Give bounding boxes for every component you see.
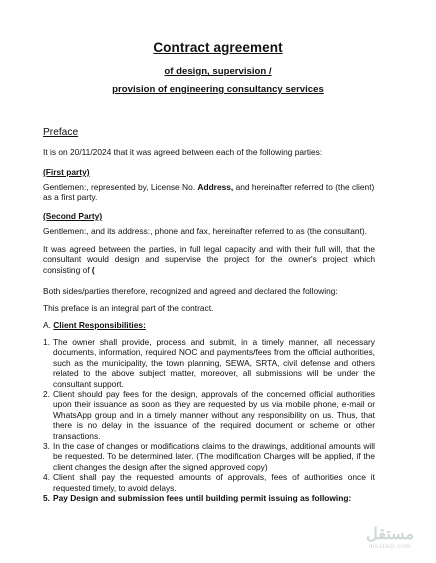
first-party-heading-wrap xyxy=(43,167,375,177)
agreement-block xyxy=(43,244,375,275)
responsibilities-list-wrap xyxy=(43,337,375,504)
document-title: Contract agreement xyxy=(153,40,283,55)
agreement-text: It was agreed between the parties, in full legal capacity and with their full will, that the consultant would design and supervise the project for the owner's project which consisting of xyxy=(43,244,375,275)
intro-text: It is on 20/11/2024 that it was agreed between each of the following parties: xyxy=(43,147,323,157)
first-party-address: Address, xyxy=(197,182,234,192)
list-item-text: In the case of changes or modifications claims to the drawings, additional amounts will be requested. To be determined later. (The modification Charges will be applied, if the client changes the design after the signed approved copy) xyxy=(53,441,375,472)
list-item-number: 1. xyxy=(43,337,50,347)
preface-intro xyxy=(43,147,375,157)
list-item-number: 4. xyxy=(43,472,50,483)
preface-heading: Preface xyxy=(43,127,79,138)
list-item-text: Client should pay fees for the design, approvals of the concerned official authorities upon their issuance as soon as they are requested by us via mobile phone, e-mail or WhatsApp group and in a timely manner without any responsibility on us. Thus, that there is no delay in the issuance of the required document or scheme or other transactions. xyxy=(53,389,375,441)
list-item-number: 5. xyxy=(43,493,50,504)
section-a-title: Client Responsibilities: xyxy=(53,320,146,330)
first-party-text-a: Gentlemen:, represented by, License No. xyxy=(43,182,198,192)
document-subtitle-2: provision of engineering consultancy services xyxy=(112,84,324,95)
second-party-heading-wrap xyxy=(43,211,375,221)
agreement-tail: ( xyxy=(91,264,95,275)
watermark-main: مستقل xyxy=(366,526,414,543)
first-party-heading: (First party) xyxy=(43,167,90,177)
responsibilities-list xyxy=(43,337,375,504)
second-party-block xyxy=(43,226,375,236)
list-item-number: 2. xyxy=(43,389,50,400)
first-party-text-b: and hereinafter referred to (the client) as a first party. xyxy=(43,182,375,203)
list-item xyxy=(43,472,375,493)
second-party-heading: (Second Party) xyxy=(43,211,103,221)
integral-text: This preface is an integral part of the contract. xyxy=(43,303,214,313)
watermark-logo xyxy=(366,527,414,551)
list-item xyxy=(43,337,375,389)
integral-block xyxy=(43,303,375,313)
section-a-prefix: A. xyxy=(43,320,54,330)
second-party-text: Gentlemen:, and its address:, phone and fax, hereinafter referred to as (the consultant). xyxy=(43,226,368,236)
section-a-heading xyxy=(43,320,375,330)
watermark-sub: mostaql.com xyxy=(368,543,412,550)
declared-block xyxy=(43,286,375,296)
list-item-text: The owner shall provide, process and submit, in a timely manner, all necessary documents, information, required NOC and payments/fees from the official authorities, such as the municipality, the town planning, SEWA, SRTA, civil defense and others related to the above subject matter, moreover, all submissions will be under the consultant support. xyxy=(53,337,375,389)
list-item-text: Client shall pay the requested amounts of approvals, fees of authorities once it requested timely, to avoid delays. xyxy=(53,472,375,493)
list-item xyxy=(43,441,375,472)
list-item xyxy=(43,389,375,441)
document-subtitle-1: of design, supervision / xyxy=(164,66,272,77)
list-item-number: 3. xyxy=(43,441,50,452)
list-item xyxy=(43,493,375,503)
declared-text: Both sides/parties therefore, recognized and agreed and declared the following: xyxy=(43,286,338,296)
first-party-block xyxy=(43,182,375,203)
list-item-text: Pay Design and submission fees until building permit issuing as following: xyxy=(53,493,352,504)
